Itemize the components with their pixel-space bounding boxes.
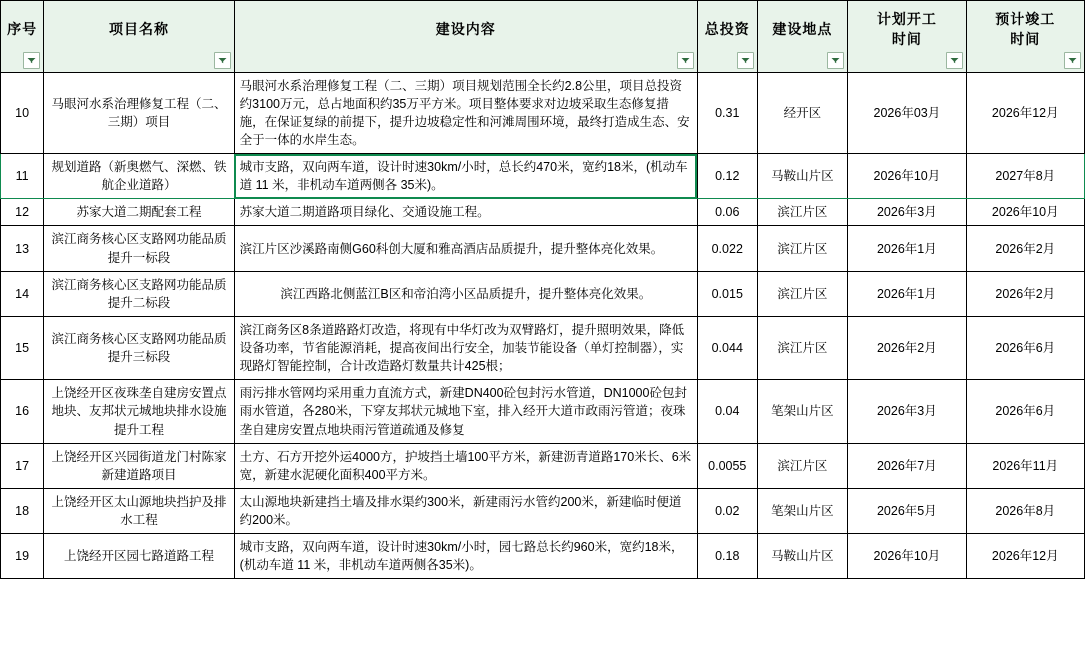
table-body [1,72,1085,579]
cell-construction-content[interactable]: 太山源地块新建挡土墙及排水渠约300米，新建雨污水管约200米，新建临时便道约200米。 [234,488,697,533]
cell-seq[interactable]: 18 [1,488,44,533]
cell-construction-content[interactable]: 苏家大道二期道路项目绿化、交通设施工程。 [234,199,697,226]
cell-seq[interactable]: 14 [1,271,44,316]
cell-seq[interactable]: 10 [1,72,44,154]
cell-expected-completion[interactable]: 2026年10月 [966,199,1084,226]
cell-location[interactable]: 经开区 [757,72,848,154]
cell-total-investment[interactable]: 0.02 [697,488,757,533]
cell-planned-start[interactable]: 2026年1月 [848,226,966,271]
cell-construction-content[interactable]: 滨江西路北侧蓝江B区和帝泊湾小区品质提升，提升整体亮化效果。 [234,271,697,316]
cell-expected-completion[interactable]: 2026年2月 [966,271,1084,316]
cell-total-investment[interactable]: 0.022 [697,226,757,271]
column-header-total-investment [697,1,757,73]
cell-total-investment[interactable]: 0.04 [697,380,757,443]
cell-location[interactable]: 滨江片区 [757,316,848,379]
column-header-expected-completion [966,1,1084,73]
cell-planned-start[interactable]: 2026年3月 [848,199,966,226]
cell-project-name[interactable]: 上饶经开区太山源地块挡护及排水工程 [44,488,234,533]
cell-planned-start[interactable]: 2026年10月 [848,154,966,199]
cell-location[interactable]: 马鞍山片区 [757,534,848,579]
cell-location[interactable]: 笔架山片区 [757,488,848,533]
filter-dropdown-planned-start-icon[interactable] [946,52,963,69]
table-row[interactable] [1,226,1085,271]
filter-dropdown-location-icon[interactable] [827,52,844,69]
column-header-project-name [44,1,234,73]
cell-seq[interactable]: 11 [1,154,44,199]
cell-planned-start[interactable]: 2026年10月 [848,534,966,579]
cell-project-name[interactable]: 上饶经开区兴园街道龙门村陈家新建道路项目 [44,443,234,488]
cell-project-name[interactable]: 上饶经开区园七路道路工程 [44,534,234,579]
cell-total-investment[interactable]: 0.12 [697,154,757,199]
cell-construction-content[interactable]: 马眼河水系治理修复工程（二、三期）项目规划范围全长约2.8公里，项目总投资约3100万元，总占地面积约35万平方米。项目整体要求对边坡采取生态修复措施，在保证复绿的前提下，提升边坡稳定性和河滩周围环境，最终打造成生态、安全于一体的水岸生态。 [234,72,697,154]
table-row[interactable] [1,199,1085,226]
cell-expected-completion[interactable]: 2026年8月 [966,488,1084,533]
cell-planned-start[interactable]: 2026年3月 [848,380,966,443]
cell-expected-completion[interactable]: 2026年2月 [966,226,1084,271]
table-row[interactable] [1,534,1085,579]
column-header-planned-start [848,1,966,73]
column-header-project-name-label: 项目名称 [108,21,169,38]
cell-total-investment[interactable]: 0.044 [697,316,757,379]
cell-construction-content[interactable]: 城市支路，双向两车道，设计时速30km/小时，园七路总长约960米，宽约18米，(机动车道 11 米，非机动车道两侧各35米)。 [234,534,697,579]
table-row[interactable] [1,271,1085,316]
column-header-expected-completion-label-line2: 时间 [1010,31,1041,48]
column-header-construction-content [234,1,697,73]
cell-project-name[interactable]: 苏家大道二期配套工程 [44,199,234,226]
cell-seq[interactable]: 15 [1,316,44,379]
cell-planned-start[interactable]: 2026年2月 [848,316,966,379]
cell-expected-completion[interactable]: 2026年12月 [966,534,1084,579]
cell-planned-start[interactable]: 2026年5月 [848,488,966,533]
cell-location[interactable]: 滨江片区 [757,199,848,226]
cell-location[interactable]: 马鞍山片区 [757,154,848,199]
column-header-seq-label: 序号 [7,21,38,38]
cell-expected-completion[interactable]: 2026年6月 [966,380,1084,443]
cell-seq[interactable]: 16 [1,380,44,443]
cell-total-investment[interactable]: 0.31 [697,72,757,154]
cell-total-investment[interactable]: 0.015 [697,271,757,316]
column-header-expected-completion-label-line1: 预计竣工 [995,11,1056,27]
filter-dropdown-seq-icon[interactable] [23,52,40,69]
filter-dropdown-construction-content-icon[interactable] [677,52,694,69]
cell-construction-content[interactable]: 滨江片区沙溪路南侧G60科创大厦和雅高酒店品质提升，提升整体亮化效果。 [234,226,697,271]
cell-construction-content[interactable]: 雨污排水管网均采用重力直流方式，新建DN400砼包封污水管道，DN1000砼包封雨水管道，各280米，下穿友邦状元城地下室，排入经开大道市政雨污管道；夜珠垄自建房安置点地块雨污管道疏通及修复 [234,380,697,443]
column-header-planned-start-label-line1: 计划开工 [876,11,937,27]
filter-dropdown-project-name-icon[interactable] [214,52,231,69]
column-header-planned-start-label-line2: 时间 [891,31,922,48]
cell-seq[interactable]: 17 [1,443,44,488]
filter-dropdown-expected-completion-icon[interactable] [1064,52,1081,69]
cell-seq[interactable]: 12 [1,199,44,226]
filter-dropdown-total-investment-icon[interactable] [737,52,754,69]
cell-total-investment[interactable]: 0.0055 [697,443,757,488]
table-row[interactable] [1,154,1085,199]
cell-project-name[interactable]: 滨江商务核心区支路网功能品质提升二标段 [44,271,234,316]
cell-project-name[interactable]: 马眼河水系治理修复工程（二、三期）项目 [44,72,234,154]
cell-project-name[interactable]: 滨江商务核心区支路网功能品质提升三标段 [44,316,234,379]
cell-expected-completion[interactable]: 2026年6月 [966,316,1084,379]
cell-expected-completion[interactable]: 2026年11月 [966,443,1084,488]
table-row[interactable] [1,72,1085,154]
column-header-seq [1,1,44,73]
cell-planned-start[interactable]: 2026年1月 [848,271,966,316]
cell-project-name[interactable]: 规划道路（新奥燃气、深燃、铁航企业道路） [44,154,234,199]
column-header-location [757,1,848,73]
table-row[interactable] [1,443,1085,488]
cell-total-investment[interactable]: 0.18 [697,534,757,579]
cell-project-name[interactable]: 滨江商务核心区支路网功能品质提升一标段 [44,226,234,271]
cell-total-investment[interactable]: 0.06 [697,199,757,226]
table-row[interactable] [1,380,1085,443]
cell-project-name[interactable]: 上饶经开区夜珠垄自建房安置点地块、友邦状元城地块排水设施提升工程 [44,380,234,443]
cell-location[interactable]: 滨江片区 [757,271,848,316]
column-header-location-label: 建设地点 [772,21,833,38]
cell-expected-completion[interactable]: 2026年12月 [966,72,1084,154]
cell-construction-content[interactable]: 滨江商务区8条道路路灯改造，将现有中华灯改为双臂路灯，提升照明效果，降低设备功率，节省能源消耗，提高夜间出行安全，加装节能设备（单灯控制器），实现路灯智能控制，合计改造路灯数量共计425根； [234,316,697,379]
cell-location[interactable]: 笔架山片区 [757,380,848,443]
cell-location[interactable]: 滨江片区 [757,443,848,488]
cell-seq[interactable]: 19 [1,534,44,579]
table-row[interactable] [1,316,1085,379]
table-header-row [1,1,1085,73]
column-header-construction-content-label: 建设内容 [435,21,496,38]
cell-construction-content-selected[interactable]: 城市支路，双向两车道，设计时速30km/小时，总长约470米，宽约18米，(机动车道 11 米，非机动车道两侧各 35米)。 [234,154,697,199]
cell-construction-content[interactable]: 土方、石方开挖外运4000方，护坡挡土墙100平方米，新建沥青道路170米长、6米宽，新建水泥硬化面积400平方米。 [234,443,697,488]
cell-planned-start[interactable]: 2026年7月 [848,443,966,488]
cell-expected-completion[interactable]: 2027年8月 [966,154,1084,199]
cell-location[interactable]: 滨江片区 [757,226,848,271]
table-row[interactable] [1,488,1085,533]
column-header-total-investment-label: 总投资 [704,21,750,38]
cell-seq[interactable]: 13 [1,226,44,271]
cell-planned-start[interactable]: 2026年03月 [848,72,966,154]
